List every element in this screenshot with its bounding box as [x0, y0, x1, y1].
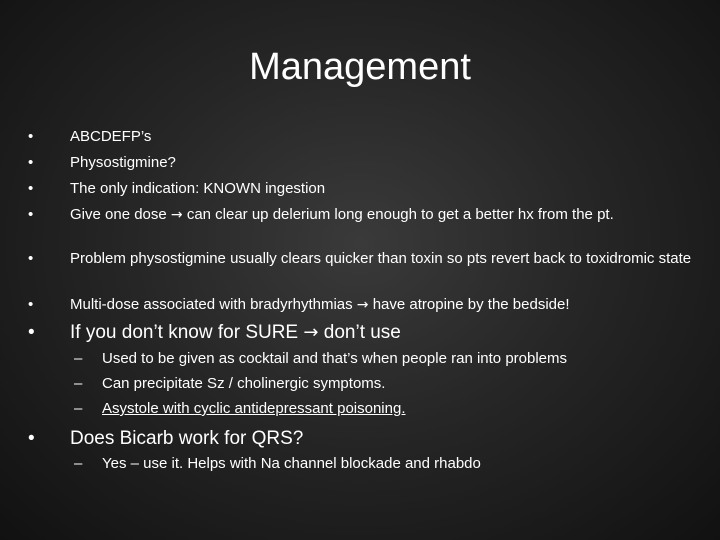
bullet-text: Give one dose → can clear up delerium long enough to get a better hx from the pt. [70, 206, 614, 223]
bullet-text: The only indication: KNOWN ingestion [70, 180, 326, 197]
sub-bullet-text: Asystole with cyclic antidepressant poisoning. [102, 400, 406, 417]
bullet-item [28, 206, 698, 224]
sub-bullet-dash: – [74, 350, 83, 367]
arrow-right-icon: → [303, 322, 319, 343]
bullet-item [28, 128, 698, 146]
bullet-text: Problem physostigmine usually clears quicker than toxin so pts revert back to toxidromic state [70, 250, 692, 267]
bullet-text: Multi-dose associated with bradyrhythmias → have atropine by the bedside! [70, 296, 570, 313]
sub-bullet-item [74, 400, 694, 418]
slide-title: Management [249, 46, 471, 88]
bullet-text: Physostigmine? [70, 154, 176, 171]
bullet-dot: • [28, 154, 34, 171]
bullet-dot: • [28, 206, 34, 223]
bullet-text: Does Bicarb work for QRS? [70, 428, 304, 449]
bullet-dot: • [28, 128, 34, 145]
sub-bullet-text: Can precipitate Sz / cholinergic symptoms. [102, 375, 386, 392]
bullet-item [28, 321, 698, 345]
bullet-item [28, 427, 698, 451]
sub-bullet-dash: – [74, 375, 83, 392]
bullet-item [28, 296, 698, 314]
sub-bullet-item [74, 350, 694, 368]
bullet-item [28, 180, 698, 198]
sub-bullet-dash: – [74, 455, 83, 472]
bullet-item [28, 250, 698, 268]
sub-bullet-text: Yes – use it. Helps with Na channel blockade and rhabdo [102, 455, 481, 472]
sub-bullet-text: Used to be given as cocktail and that’s when people ran into problems [102, 350, 568, 367]
bullet-text: ABCDEFP’s [70, 128, 152, 145]
bullet-dot: • [28, 322, 35, 343]
bullet-text: If you don’t know for SURE → don’t use [70, 322, 401, 343]
bullet-item [28, 154, 698, 172]
bullet-dot: • [28, 428, 35, 449]
bullet-dot: • [28, 296, 34, 313]
sub-bullet-item [74, 455, 694, 473]
arrow-right-icon: → [170, 207, 183, 223]
sub-bullet-item [74, 375, 694, 393]
bullet-dot: • [28, 250, 34, 267]
arrow-right-icon: → [356, 297, 369, 313]
bullet-dot: • [28, 180, 34, 197]
sub-bullet-dash: – [74, 400, 83, 417]
